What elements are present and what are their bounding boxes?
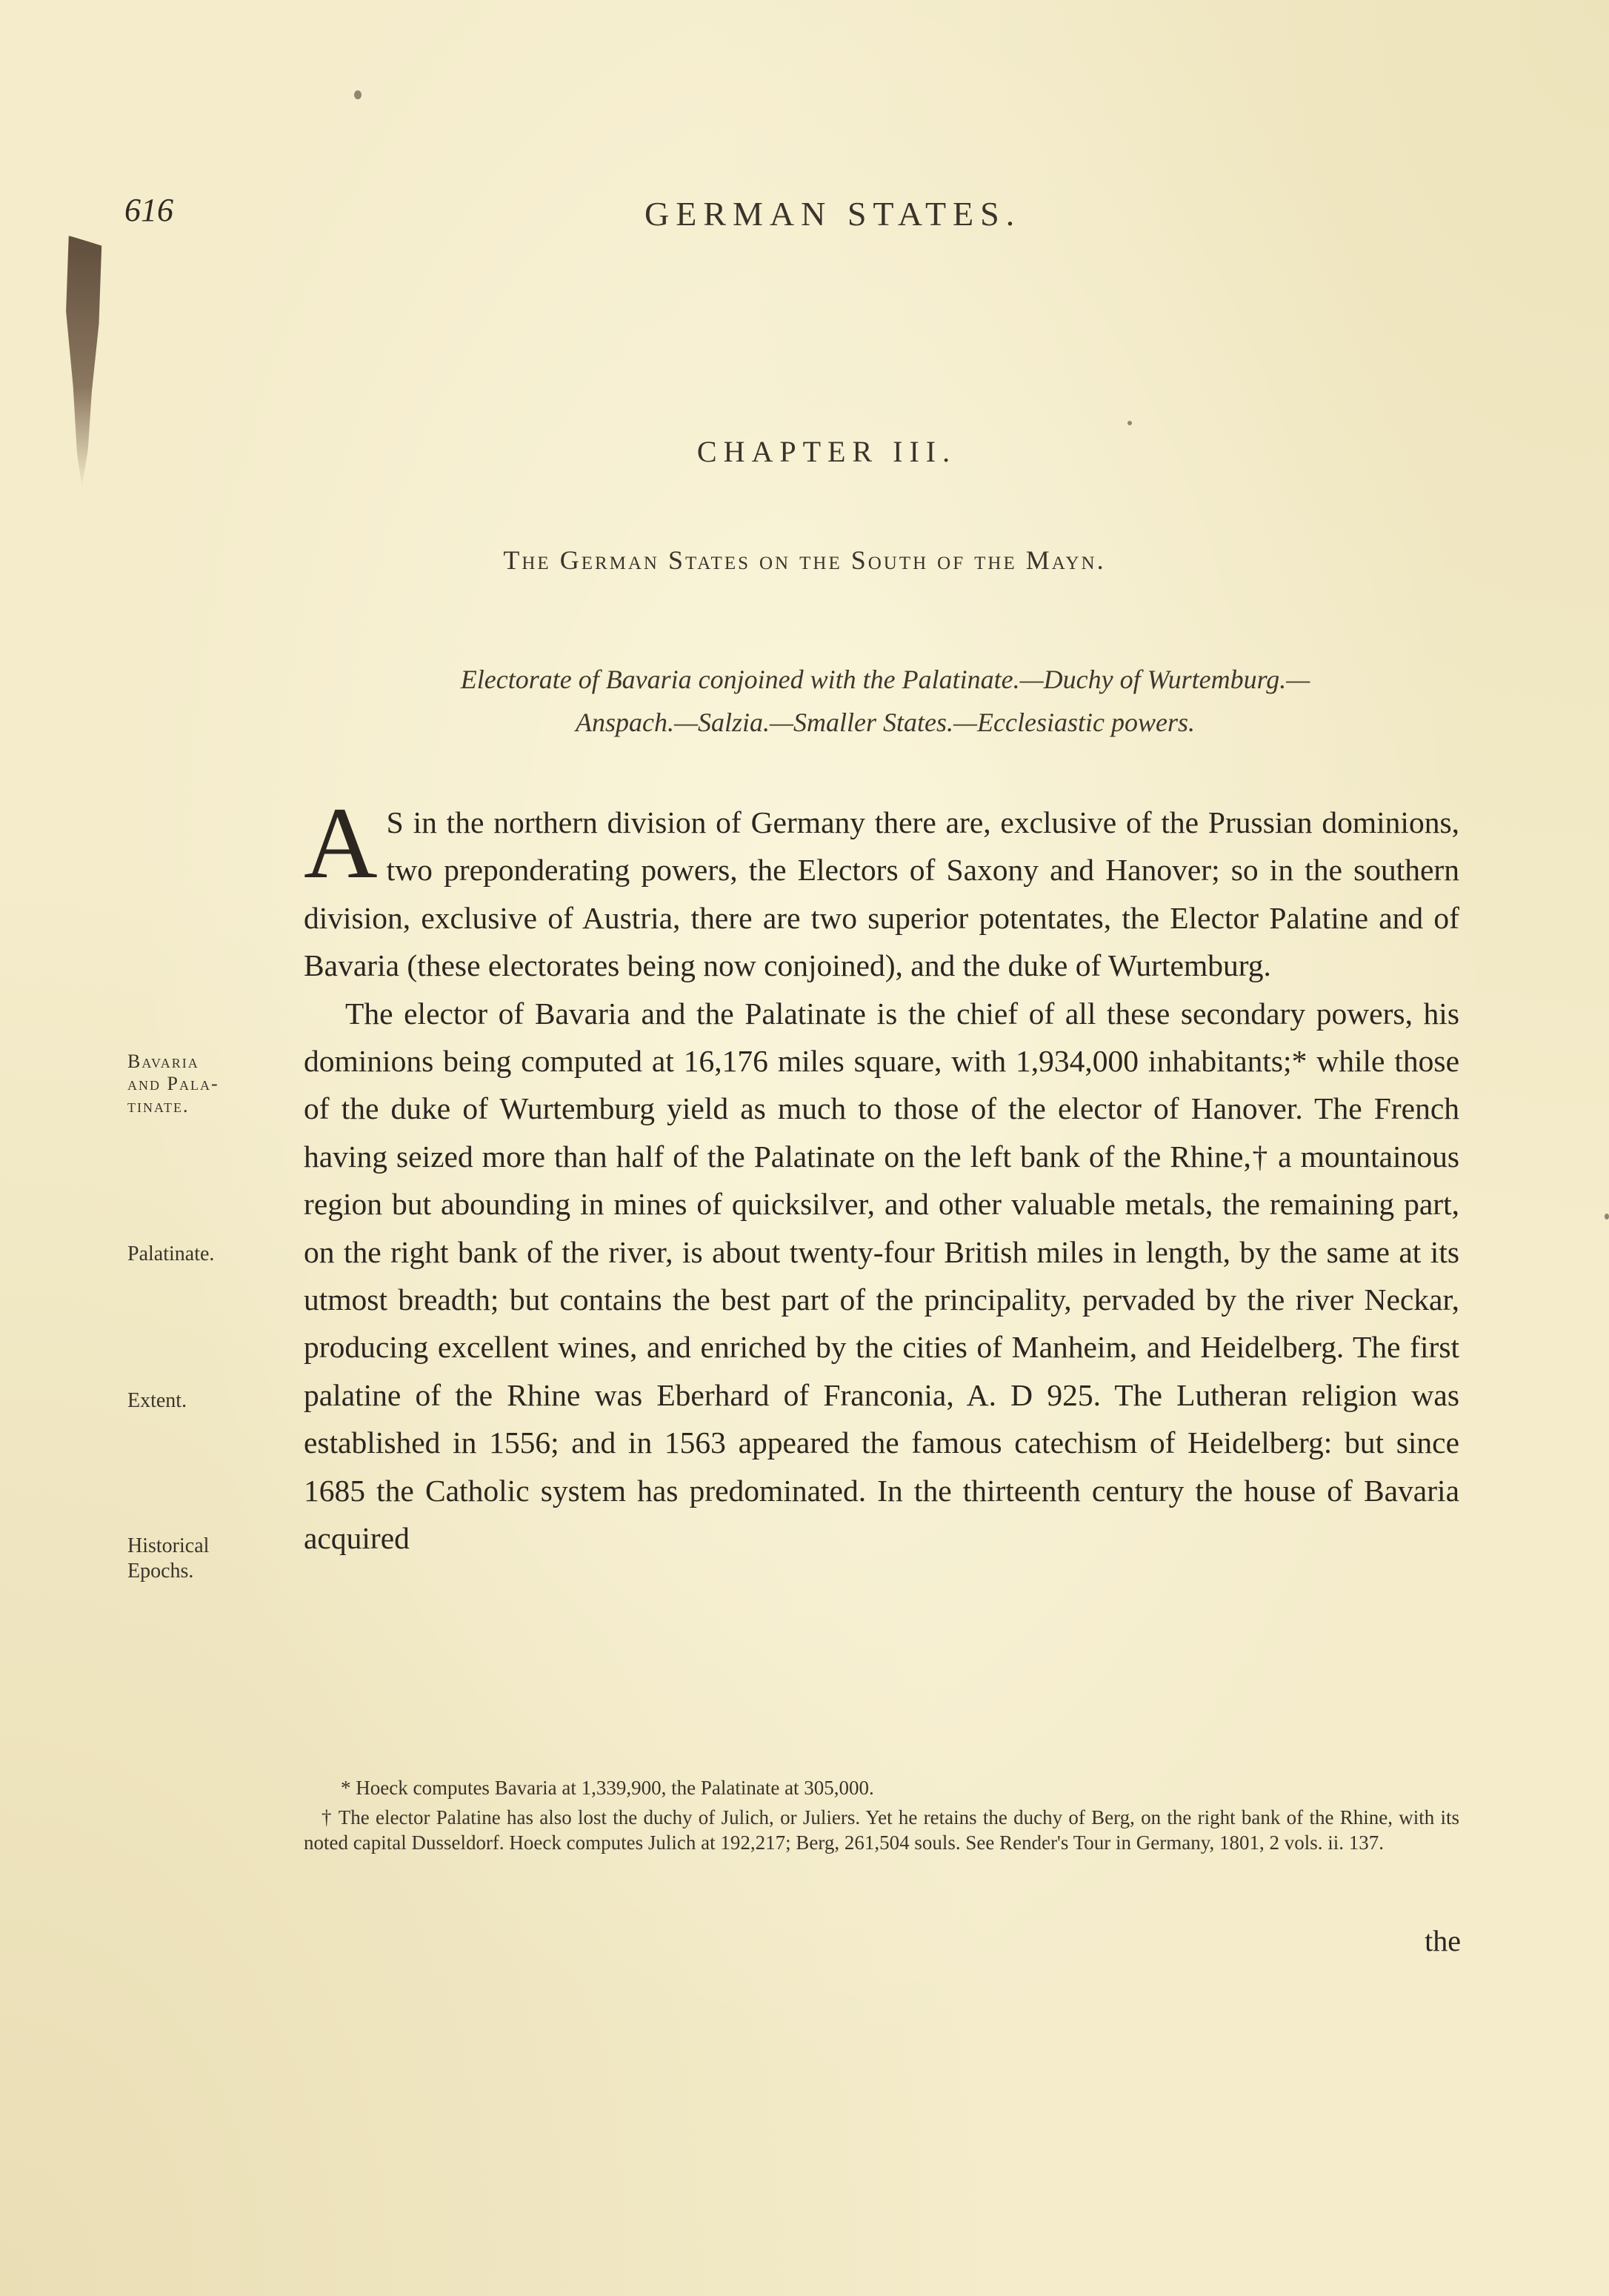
margin-note-line: Bavaria: [127, 1051, 199, 1072]
margin-note-line: tinate.: [127, 1095, 190, 1117]
margin-note-line: Historical: [127, 1534, 210, 1557]
margin-note-extent: Extent.: [127, 1389, 187, 1412]
paragraph: [304, 786, 1459, 990]
chapter-summary: [289, 658, 1482, 744]
margin-note-line: and Pala-: [127, 1073, 219, 1094]
drop-cap: A: [304, 786, 378, 899]
page-number: 616: [124, 192, 173, 228]
footnotes: [304, 1775, 1459, 1860]
chapter-title: The German States on the South of the Mayn.: [503, 545, 1106, 575]
margin-note-bavaria: [127, 1051, 283, 1117]
margin-note-palatinate: Palatinate.: [127, 1242, 215, 1265]
margin-note-line: Epochs.: [127, 1560, 194, 1583]
footnote: † The elector Palatine has also lost the duchy of Julich, or Juliers. Yet he retains the duchy of Berg, on the right bank of the Rhine, with its noted capital Dusseldorf. Hoeck computes Julich at 192,217; Berg, 261,504 souls. See Render's Tour in Germany, 1801, 2 vols. ii. 137.: [304, 1806, 1459, 1854]
chapter-heading: CHAPTER III.: [696, 435, 957, 468]
ink-speck: [1127, 421, 1132, 425]
paragraph-text: S in the northern division of Germany there are, exclusive of the Prussian dominions, two preponderating powers, the Electors of Saxony and Hanover; so in the southern division, exclusive of Austria, there are two superior potentates, the Elector Palatine and of Bavaria (these electorates being now conjoined), and the duke of Wurtemburg.: [304, 805, 1459, 983]
ink-speck: [1605, 1214, 1609, 1219]
body-text: [304, 786, 1459, 1563]
paragraph: The elector of Bavaria and the Palatinate is the chief of all these secondary powers, his dominions being computed at 16,176 miles square, with 1,934,000 inhabitants;* while those of the duke of Wurtemburg yield as much to those of the elector of Hanover. The French having seized more than half of the Palatinate on the left bank of the Rhine,† a mountainous region but abounding in mines of quicksilver, and other valuable metals, the remaining part, on the right bank of the river, is about twenty-four British miles in length, by the same at its utmost breadth; but contains the best part of the principality, pervaded by the river Neckar, producing excellent wines, and enriched by the cities of Manheim, and Heidelberg. The first palatine of the Rhine was Eberhard of Franconia, A. D 925. The Lutheran religion was established in 1556; and in 1563 appeared the famous catechism of Heidelberg: but since 1685 the Catholic system has predominated. In the thirteenth century the house of Bavaria acquired: [304, 996, 1459, 1556]
margin-note-historical: [127, 1534, 283, 1584]
chapter-summary-line: Electorate of Bavaria conjoined with the Palatinate.—Duchy of Wurtemburg.—: [460, 665, 1310, 694]
running-title: GERMAN STATES.: [644, 195, 1022, 233]
catchword: the: [1425, 1924, 1461, 1957]
chapter-summary-line: Anspach.—Salzia.—Smaller States.—Ecclesiastic powers.: [576, 708, 1195, 737]
ink-speck: [354, 90, 362, 99]
footnote: * Hoeck computes Bavaria at 1,339,900, the Palatinate at 305,000.: [341, 1777, 874, 1799]
